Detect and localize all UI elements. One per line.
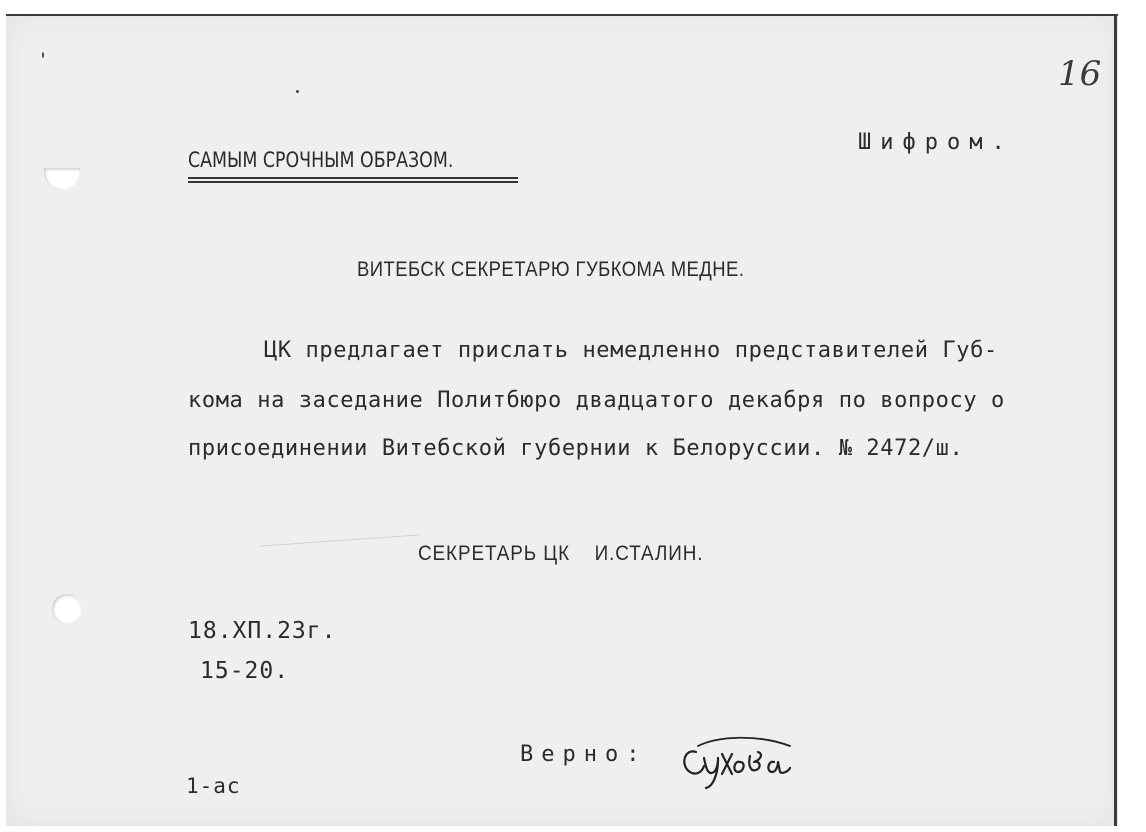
addressee-line: ВИТЕБСК СЕКРЕТАРЮ ГУБКОМА МЕДНЕ. <box>357 258 745 281</box>
page-right-edge <box>1114 16 1117 826</box>
body-line-2: кома на заседание Политбюро двадцатого декабря по вопросу о <box>188 388 1005 413</box>
priority-underline <box>188 177 518 179</box>
copy-mark: 1-ас <box>186 774 241 798</box>
ink-speck <box>42 52 44 58</box>
ink-speck <box>296 90 299 93</box>
priority-underline-double <box>188 181 518 183</box>
handwritten-signature <box>678 732 808 792</box>
body-line-3: присоединении Витебской губернии к Белоруссии. № 2472/ш. <box>188 436 964 461</box>
verified-label: Верно: <box>520 742 648 767</box>
signature-line: СЕКРЕТАРЬ ЦК И.СТАЛИН. <box>418 542 704 565</box>
date-line: 18.XП.23г. <box>188 618 337 644</box>
priority-heading: САМЫМ СРОЧНЫМ ОБРАЗОМ. <box>188 148 454 172</box>
page-number: 16 <box>1058 54 1102 94</box>
punch-hole-bottom <box>52 594 82 624</box>
cipher-note: Шифром. <box>858 130 1014 155</box>
page-top-edge <box>6 14 1118 16</box>
time-line: 15-20. <box>200 658 290 684</box>
body-line-1: ЦК предлагает прислать немедленно представителей Губ- <box>264 338 998 363</box>
